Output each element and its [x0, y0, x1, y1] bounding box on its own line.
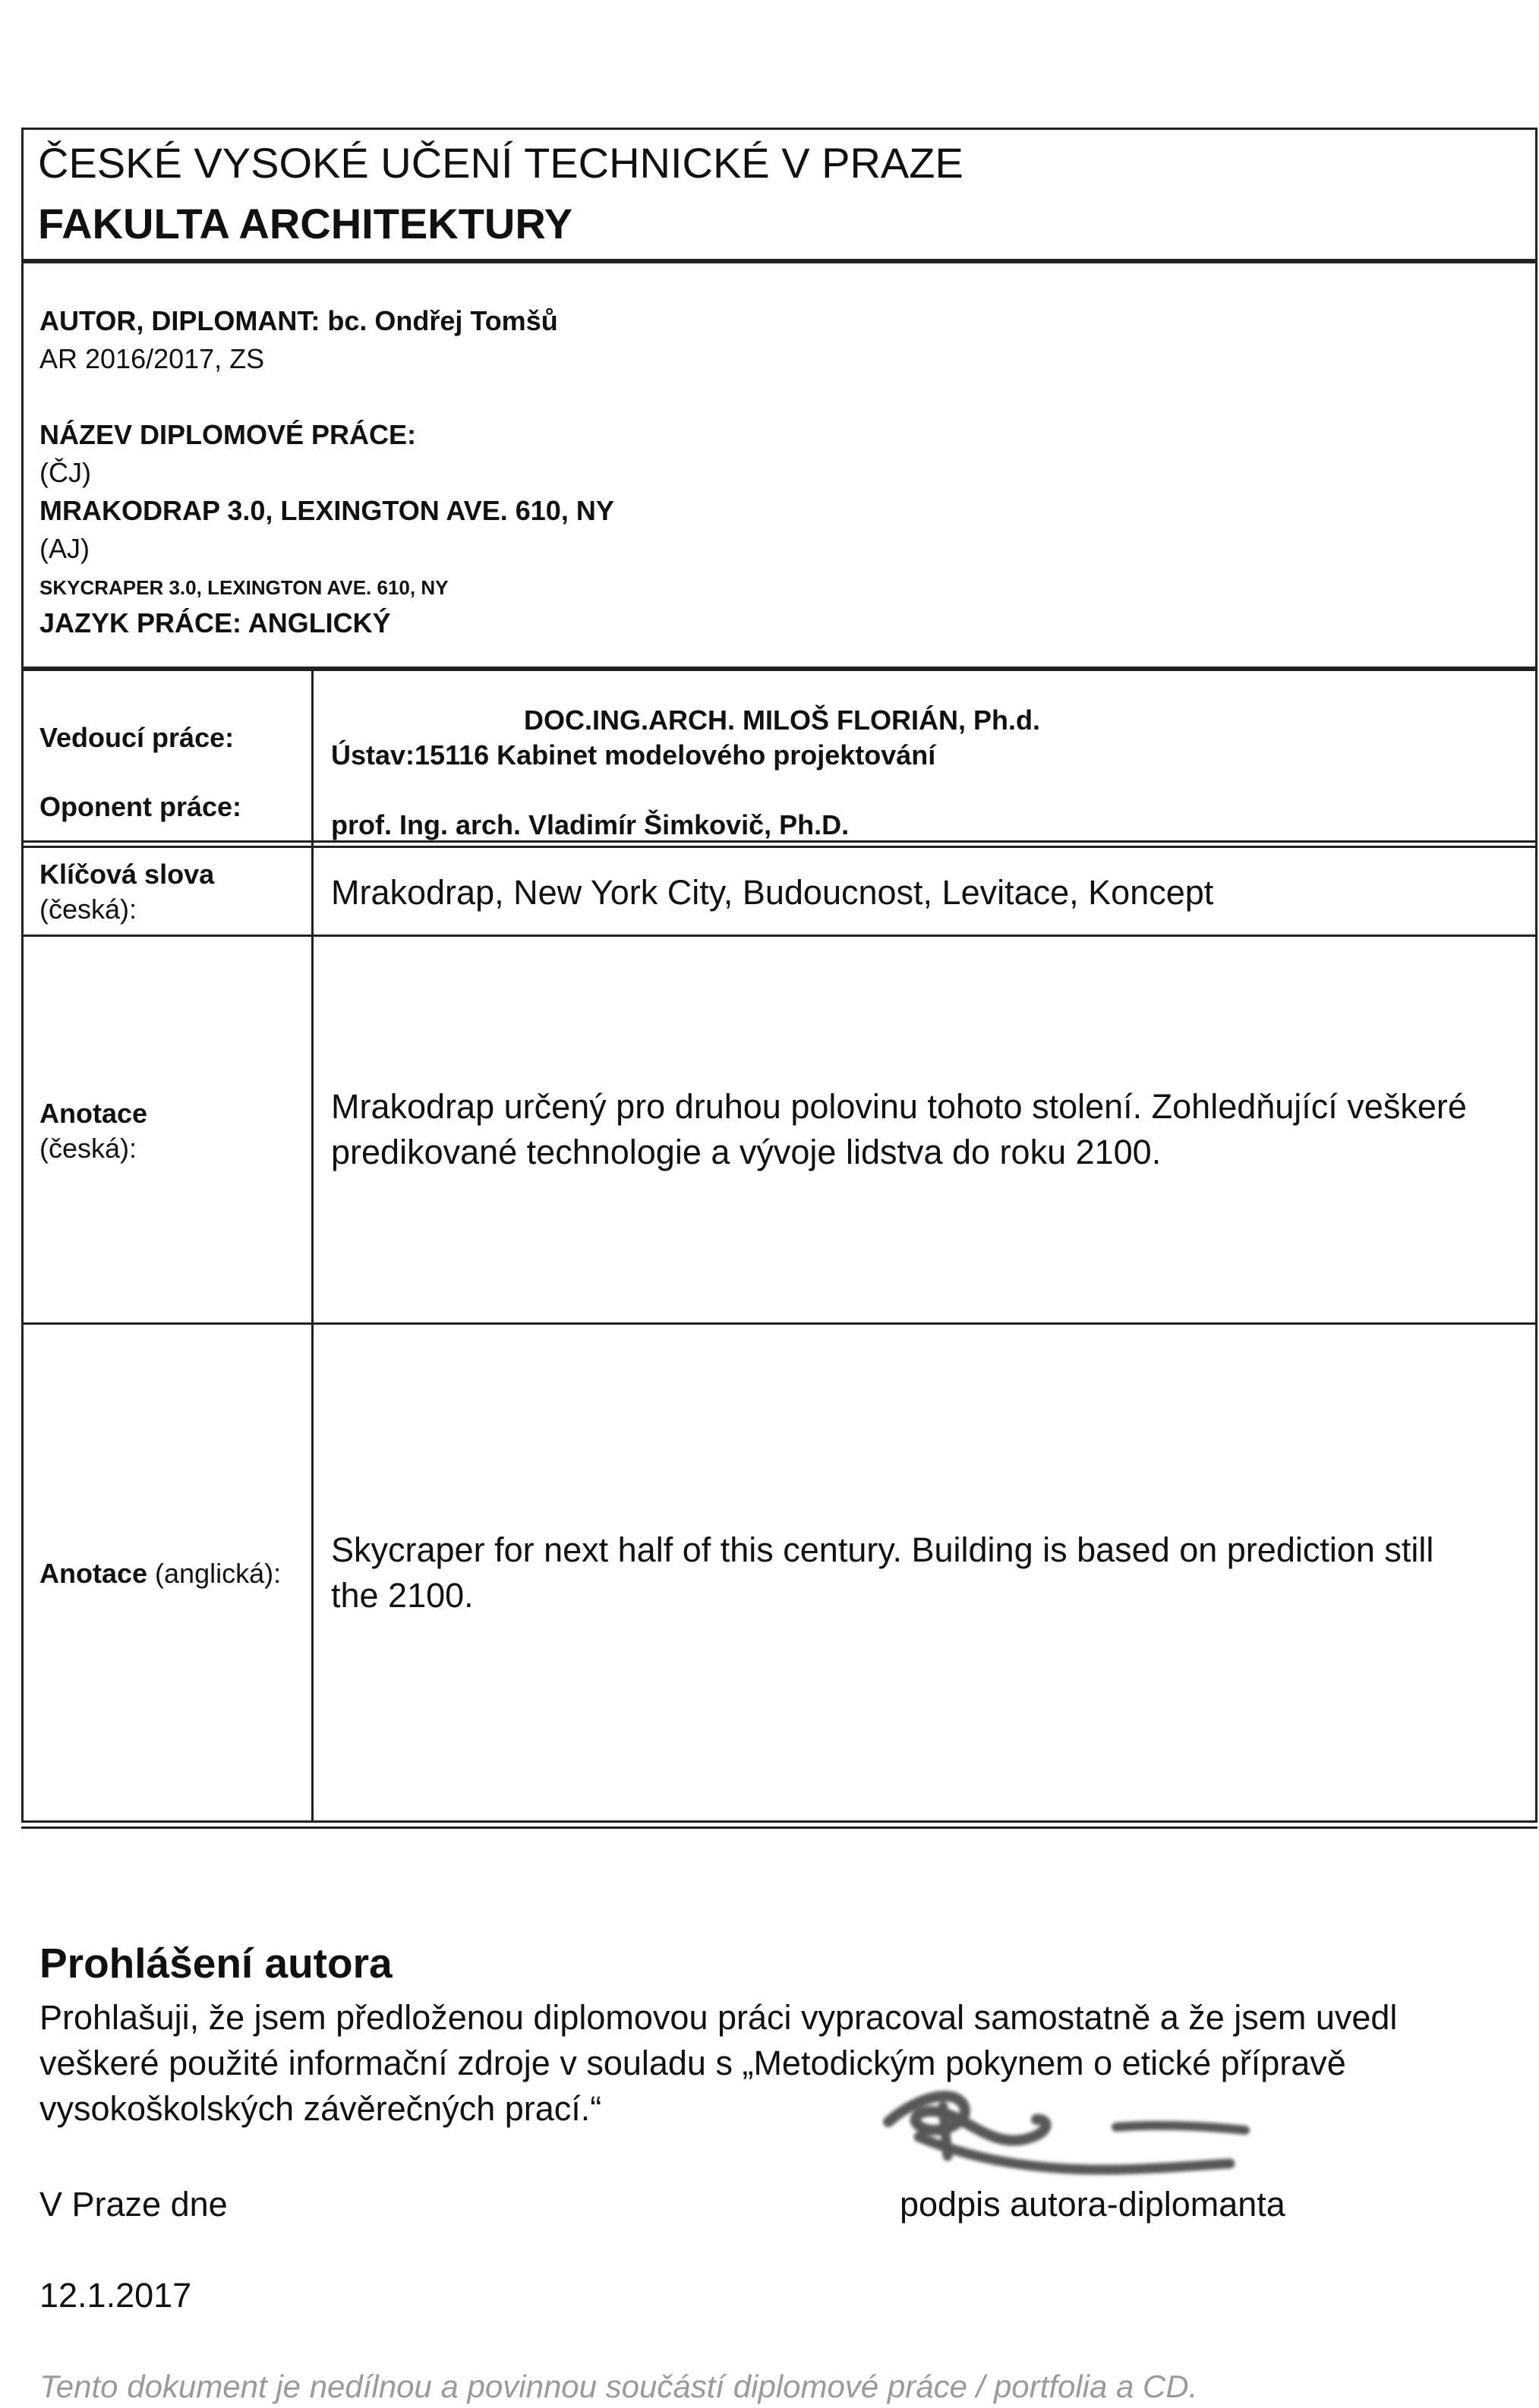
- supervisor-label: Vedoucí práce:: [39, 722, 235, 753]
- row-divider-supervisors-double: [21, 846, 1537, 848]
- declaration-line1: Prohlašuji, že jsem předloženou diplomovou práci vypracoval samostatně a že jsem uvedl: [39, 1998, 1398, 2037]
- supervisor-name: DOC.ING.ARCH. MILOŠ FLORIÁN, Ph.d.: [524, 704, 1040, 736]
- keywords-value: Mrakodrap, New York City, Budoucnost, Levitace, Koncept: [331, 873, 1214, 912]
- institute: Ústav:15116 Kabinet modelového projektování: [331, 739, 936, 771]
- declaration-date: 12.1.2017: [39, 2276, 192, 2315]
- declaration-place: V Praze dne: [39, 2185, 228, 2224]
- signature-label: podpis autora-diplomanta: [900, 2185, 1285, 2224]
- table-bottom-double: [21, 1826, 1537, 1829]
- title-cz: MRAKODRAP 3.0, LEXINGTON AVE. 610, NY: [39, 495, 614, 526]
- author-line: [39, 305, 558, 337]
- title-en: SKYCRAPER 3.0, LEXINGTON AVE. 610, NY: [39, 576, 449, 599]
- faculty-name: FAKULTA ARCHITEKTURY: [38, 200, 573, 247]
- opponent-label: Oponent práce:: [39, 791, 242, 822]
- row-divider-annotation-cz: [21, 1322, 1537, 1325]
- annotation-en-label-line: [39, 1558, 281, 1590]
- thesis-title-label: NÁZEV DIPLOMOVÉ PRÁCE:: [39, 419, 417, 450]
- declaration-heading: Prohlášení autora: [39, 1940, 393, 1987]
- footer-note: Tento dokument je nedílnou a povinnou součástí diplomové práce / portfolia a CD.: [39, 2369, 1198, 2404]
- opponent-name: prof. Ing. arch. Vladimír Šimkovič, Ph.D.: [331, 809, 850, 840]
- academic-year: AR 2016/2017, ZS: [39, 343, 265, 374]
- row-divider-keywords: [21, 935, 1537, 937]
- annotation-en-line2: the 2100.: [331, 1576, 474, 1615]
- annotation-en-label-sub: (anglická):: [155, 1558, 282, 1589]
- keywords-label-sub: (česká):: [39, 894, 137, 925]
- annotation-cz-line1: Mrakodrap určený pro druhou polovinu tohoto stolení. Zohledňující veškeré: [331, 1087, 1467, 1126]
- annotation-cz-line2: predikované technologie a vývoje lidstva do roku 2100.: [331, 1133, 1162, 1171]
- annotation-cz-label-sub: (česká):: [39, 1133, 137, 1164]
- signature-image: [873, 2065, 1268, 2202]
- university-name: ČESKÉ VYSOKÉ UČENÍ TECHNICKÉ V PRAZE: [38, 139, 963, 187]
- annotation-en-label: Anotace: [39, 1558, 148, 1589]
- author-label: AUTOR, DIPLOMANT:: [39, 305, 320, 336]
- lang-en: (AJ): [39, 533, 90, 564]
- annotation-cz-label: Anotace: [39, 1098, 148, 1129]
- keywords-label: Klíčová slova: [39, 859, 215, 890]
- declaration-line3: vysokoškolských závěrečných prací.“: [39, 2089, 602, 2128]
- declaration-line2: veškeré použité informační zdroje v souladu s „Metodickým pokynem o etické přípravě: [39, 2044, 1346, 2082]
- annotation-en-line1: Skycraper for next half of this century. Building is based on prediction still: [331, 1530, 1434, 1569]
- author-name: bc. Ondřej Tomšů: [327, 305, 558, 336]
- lang-cz: (ČJ): [39, 457, 91, 488]
- thesis-language: JAZYK PRÁCE: ANGLICKÝ: [39, 607, 391, 638]
